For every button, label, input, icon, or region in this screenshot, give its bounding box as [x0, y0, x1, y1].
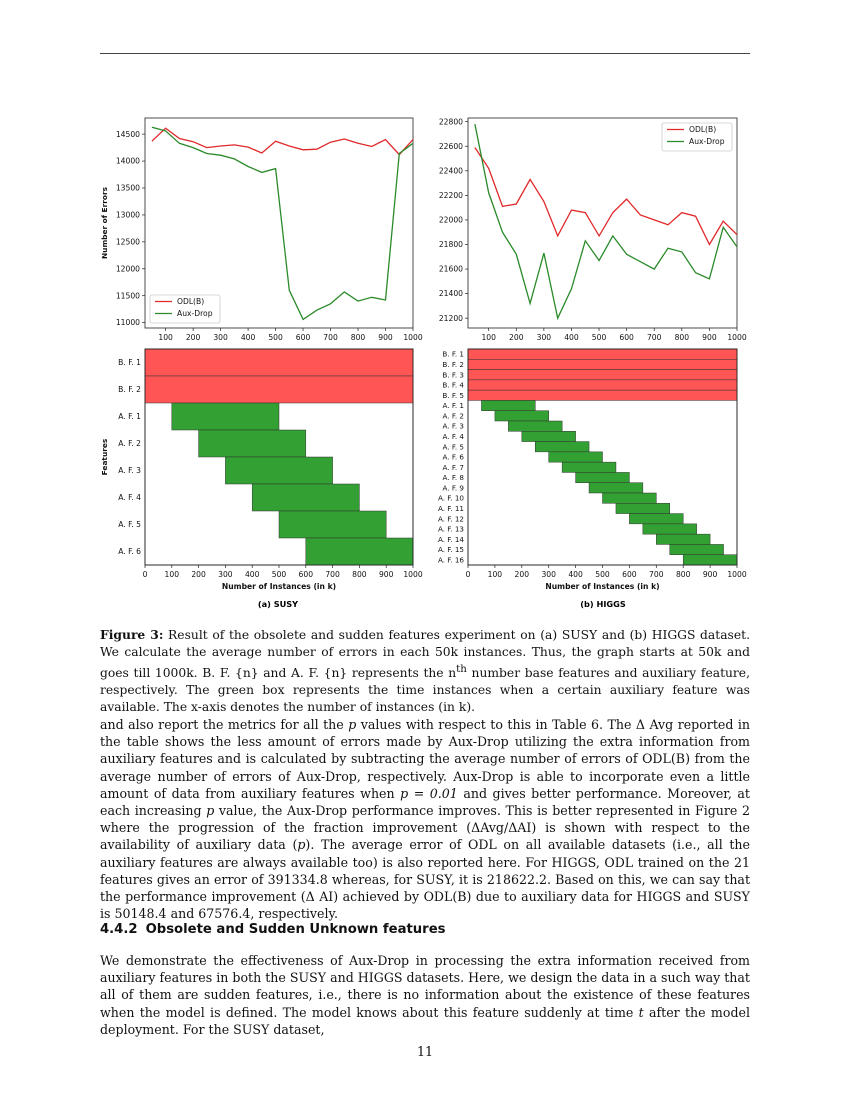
x-tick-label: 600: [622, 570, 637, 579]
x-axis-label: Number of Instances (in k): [221, 582, 337, 591]
row-label: B. F. 5: [442, 390, 464, 400]
x-tick-label: 800: [675, 570, 691, 579]
x-tick-label: 200: [514, 570, 530, 579]
x-tick-label: 600: [619, 333, 634, 342]
row-label: A. F. 14: [437, 534, 464, 544]
legend-label: Aux-Drop: [177, 309, 213, 318]
section-title: Obsolete and Sudden Unknown features: [145, 922, 446, 937]
y-tick-label: 21600: [438, 264, 463, 274]
x-tick-label: 300: [213, 333, 228, 342]
x-tick-label: 300: [536, 333, 552, 342]
row-label: B. F. 3: [442, 370, 464, 380]
availability-bar: [145, 376, 413, 403]
paragraph-obsolete: [100, 952, 750, 1038]
y-tick-label: 21200: [438, 313, 463, 323]
x-tick-label: 800: [352, 570, 367, 579]
x-tick-label: 400: [568, 570, 583, 579]
row-label: A. F. 7: [442, 462, 464, 472]
caption-text: Result of the obsolete and sudden features experiment on (a) SUSY and (b) HIGGS dataset. We calculate the average number of errors in each 50k instances. Thus, the graph starts at 50k and goes till 1000k. B. F. {n} and A. F. {n} represents the n: [100, 628, 750, 681]
availability-bar: [468, 390, 737, 400]
para1-part2: values with respect to this in Table 6. The Δ Avg reported in the table shows the less amount of errors made by Aux-Drop utilizing the extra information from auxiliary features and is calculated by subtracting the average number of errors of ODL(B) from the average number of errors of Aux-Drop, respectively. Aux-Drop is able to incorporate even a little amount of data from auxiliary features when: [100, 717, 750, 801]
x-tick-label: 900: [378, 333, 393, 342]
x-tick-label: 500: [268, 333, 283, 342]
higgs-errors-chart: [439, 117, 747, 342]
x-tick-label: 900: [378, 570, 394, 579]
y-tick-label: 12500: [115, 237, 140, 247]
availability-bar: [468, 370, 737, 380]
y-axis-label: Number of Errors: [100, 187, 109, 259]
x-tick-label: 300: [218, 570, 233, 579]
availability-bar: [145, 349, 413, 376]
availability-bar: [522, 431, 576, 441]
x-tick-label: 400: [564, 333, 579, 342]
availability-bar: [629, 514, 683, 524]
row-label: A. F. 4: [118, 493, 141, 503]
susy-availability-chart: [100, 349, 423, 591]
availability-bar: [643, 524, 697, 534]
row-label: A. F. 8: [442, 473, 464, 483]
row-label: B. F. 1: [118, 358, 141, 368]
row-label: A. F. 5: [442, 442, 464, 452]
availability-bar: [616, 503, 670, 513]
availability-bar: [199, 430, 306, 457]
y-tick-label: 14500: [115, 129, 140, 139]
row-label: A. F. 6: [442, 452, 464, 462]
x-tick-label: 600: [295, 333, 311, 342]
page-number: 11: [416, 1044, 434, 1059]
x-tick-label: 600: [298, 570, 314, 579]
x-tick-label: 500: [591, 333, 607, 342]
x-tick-label: 100: [164, 570, 180, 579]
row-label: A. F. 1: [442, 401, 464, 411]
para1-part5: ). The average error of ODL on all available datasets (i.e., all the auxiliary features are always available too) is also reported here. For HIGGS, ODL trained on the 21 features gives an error of 391334.8 whereas, for SUSY, it is 218622.2. Based on this, we can say that the performance improvement (Δ AI) achieved by ODL(B) due to auxiliary data for HIGGS and SUSY is 50148.4 and 67576.4, respectively.: [100, 837, 750, 922]
x-tick-label: 700: [646, 333, 662, 342]
row-label: A. F. 9: [442, 483, 464, 493]
y-tick-label: 11000: [115, 318, 140, 328]
row-label: A. F. 4: [442, 432, 464, 442]
x-axis-label: Number of Instances (in k): [545, 582, 660, 591]
caption-text-2: number base features and auxiliary feature, respectively. The green box represents the time instances when a certain auxiliary feature was available. The x-axis denotes the number of instances (in k).: [100, 666, 750, 715]
availability-bar: [468, 380, 737, 390]
x-tick-label: 100: [158, 333, 173, 342]
y-tick-label: 13000: [115, 210, 140, 220]
x-tick-label: 500: [595, 570, 610, 579]
susy-errors-chart: [100, 118, 423, 342]
availability-bar: [589, 483, 643, 493]
availability-bar: [535, 442, 589, 452]
row-label: A. F. 2: [442, 411, 464, 421]
higgs-availability-chart: [438, 349, 747, 591]
row-label: A. F. 3: [118, 466, 141, 476]
y-tick-label: 22600: [438, 141, 463, 151]
availability-bar: [576, 472, 630, 482]
availability-bar: [225, 457, 332, 484]
x-tick-label: 800: [350, 333, 366, 342]
para1-p-var3: p: [297, 837, 306, 853]
x-tick-label: 1000: [727, 570, 747, 579]
row-label: A. F. 12: [437, 514, 464, 524]
y-tick-label: 14000: [115, 156, 140, 166]
section-heading: [100, 922, 750, 937]
row-label: B. F. 4: [442, 380, 464, 390]
availability-bar: [252, 484, 359, 511]
x-tick-label: 100: [481, 333, 496, 342]
figure-caption: [100, 626, 750, 716]
y-tick-label: 22800: [438, 117, 463, 127]
row-label: A. F. 15: [437, 545, 464, 555]
y-tick-label: 21400: [438, 289, 463, 299]
availability-bar: [656, 534, 710, 544]
x-tick-label: 200: [191, 570, 206, 579]
x-tick-label: 300: [541, 570, 556, 579]
para1-part4: value, the Aux-Drop performance improves. This is better represented in Figure 2 where the progression of the fraction improvement (ΔAvg/ΔAI) is shown with respect to the availability of auxiliary data (: [100, 803, 751, 853]
availability-bar: [481, 400, 535, 410]
row-label: A. F. 6: [118, 547, 141, 557]
x-tick-label: 1000: [403, 333, 423, 342]
para1-p-eq: p = 0.01: [400, 785, 458, 801]
legend-label: ODL(B): [689, 125, 717, 134]
section-number: 4.4.2: [100, 922, 138, 937]
x-tick-label: 200: [185, 333, 201, 342]
availability-bar: [495, 411, 549, 421]
availability-bar: [549, 452, 603, 462]
row-label: A. F. 3: [442, 421, 464, 431]
y-tick-label: 22400: [438, 166, 463, 176]
x-tick-label: 100: [487, 570, 503, 579]
x-tick-label: 0: [142, 570, 148, 579]
y-tick-label: 13500: [115, 183, 140, 193]
y-tick-label: 11500: [115, 291, 140, 301]
para2-part2: after the model deployment. For the SUSY dataset,: [100, 1004, 750, 1037]
y-tick-label: 22000: [438, 215, 463, 225]
row-label: A. F. 10: [437, 493, 464, 503]
row-label: B. F. 2: [118, 385, 141, 395]
x-tick-label: 1000: [403, 570, 423, 579]
paragraph-results: [100, 716, 750, 922]
y-axis-label: Features: [100, 438, 109, 476]
x-tick-label: 900: [702, 570, 718, 579]
x-tick-label: 400: [244, 570, 260, 579]
x-tick-label: 500: [271, 570, 287, 579]
x-tick-label: 800: [674, 333, 690, 342]
legend-label: ODL(B): [177, 297, 205, 306]
susy-subcaption: (a) SUSY: [257, 599, 299, 609]
x-tick-label: 700: [649, 570, 664, 579]
row-label: A. F. 13: [437, 524, 464, 534]
para2-t-var: t: [638, 1004, 644, 1020]
availability-bar: [562, 462, 616, 472]
availability-bar: [468, 349, 737, 359]
para1-p-var: p: [348, 717, 357, 732]
caption-sup: th: [456, 663, 467, 675]
caption-label: Figure 3:: [100, 627, 164, 642]
row-label: A. F. 2: [118, 439, 141, 449]
x-tick-label: 200: [509, 333, 524, 342]
y-tick-label: 22200: [438, 190, 463, 200]
para1-p-var2: p: [206, 803, 215, 819]
row-label: B. F. 2: [442, 360, 464, 370]
availability-bar: [172, 403, 279, 430]
legend-label: Aux-Drop: [689, 137, 725, 146]
x-tick-label: 400: [240, 333, 256, 342]
y-tick-label: 21800: [438, 240, 463, 250]
availability-bar: [603, 493, 657, 503]
row-label: A. F. 16: [437, 555, 464, 565]
availability-bar: [508, 421, 562, 431]
para1-part3: and gives better performance. Moreover, at each increasing: [100, 785, 750, 819]
x-tick-label: 1000: [727, 333, 747, 342]
row-label: B. F. 1: [442, 349, 464, 359]
row-label: A. F. 11: [437, 504, 464, 514]
row-label: A. F. 1: [118, 412, 141, 422]
availability-bar: [279, 511, 386, 538]
availability-bar: [468, 359, 737, 369]
y-tick-label: 12000: [115, 264, 140, 274]
availability-bar: [670, 544, 724, 554]
availability-bar: [306, 538, 413, 565]
para1-part1: and also report the metrics for all the: [100, 717, 349, 732]
x-tick-label: 700: [325, 570, 340, 579]
x-tick-label: 900: [702, 333, 717, 342]
availability-bar: [683, 555, 737, 565]
para2-part1: We demonstrate the effectiveness of Aux-Drop in processing the extra information received from auxiliary features in both the SUSY and HIGGS datasets. Here, we design the data in a such way that all of them are sudden features, i.e., there is no information about the existence of these features when the model is defined. The model knows about this feature suddenly at time: [100, 953, 750, 1020]
higgs-subcaption: (b) HIGGS: [580, 599, 626, 609]
x-tick-label: 700: [323, 333, 338, 342]
x-tick-label: 0: [465, 570, 471, 579]
row-label: A. F. 5: [118, 520, 141, 530]
